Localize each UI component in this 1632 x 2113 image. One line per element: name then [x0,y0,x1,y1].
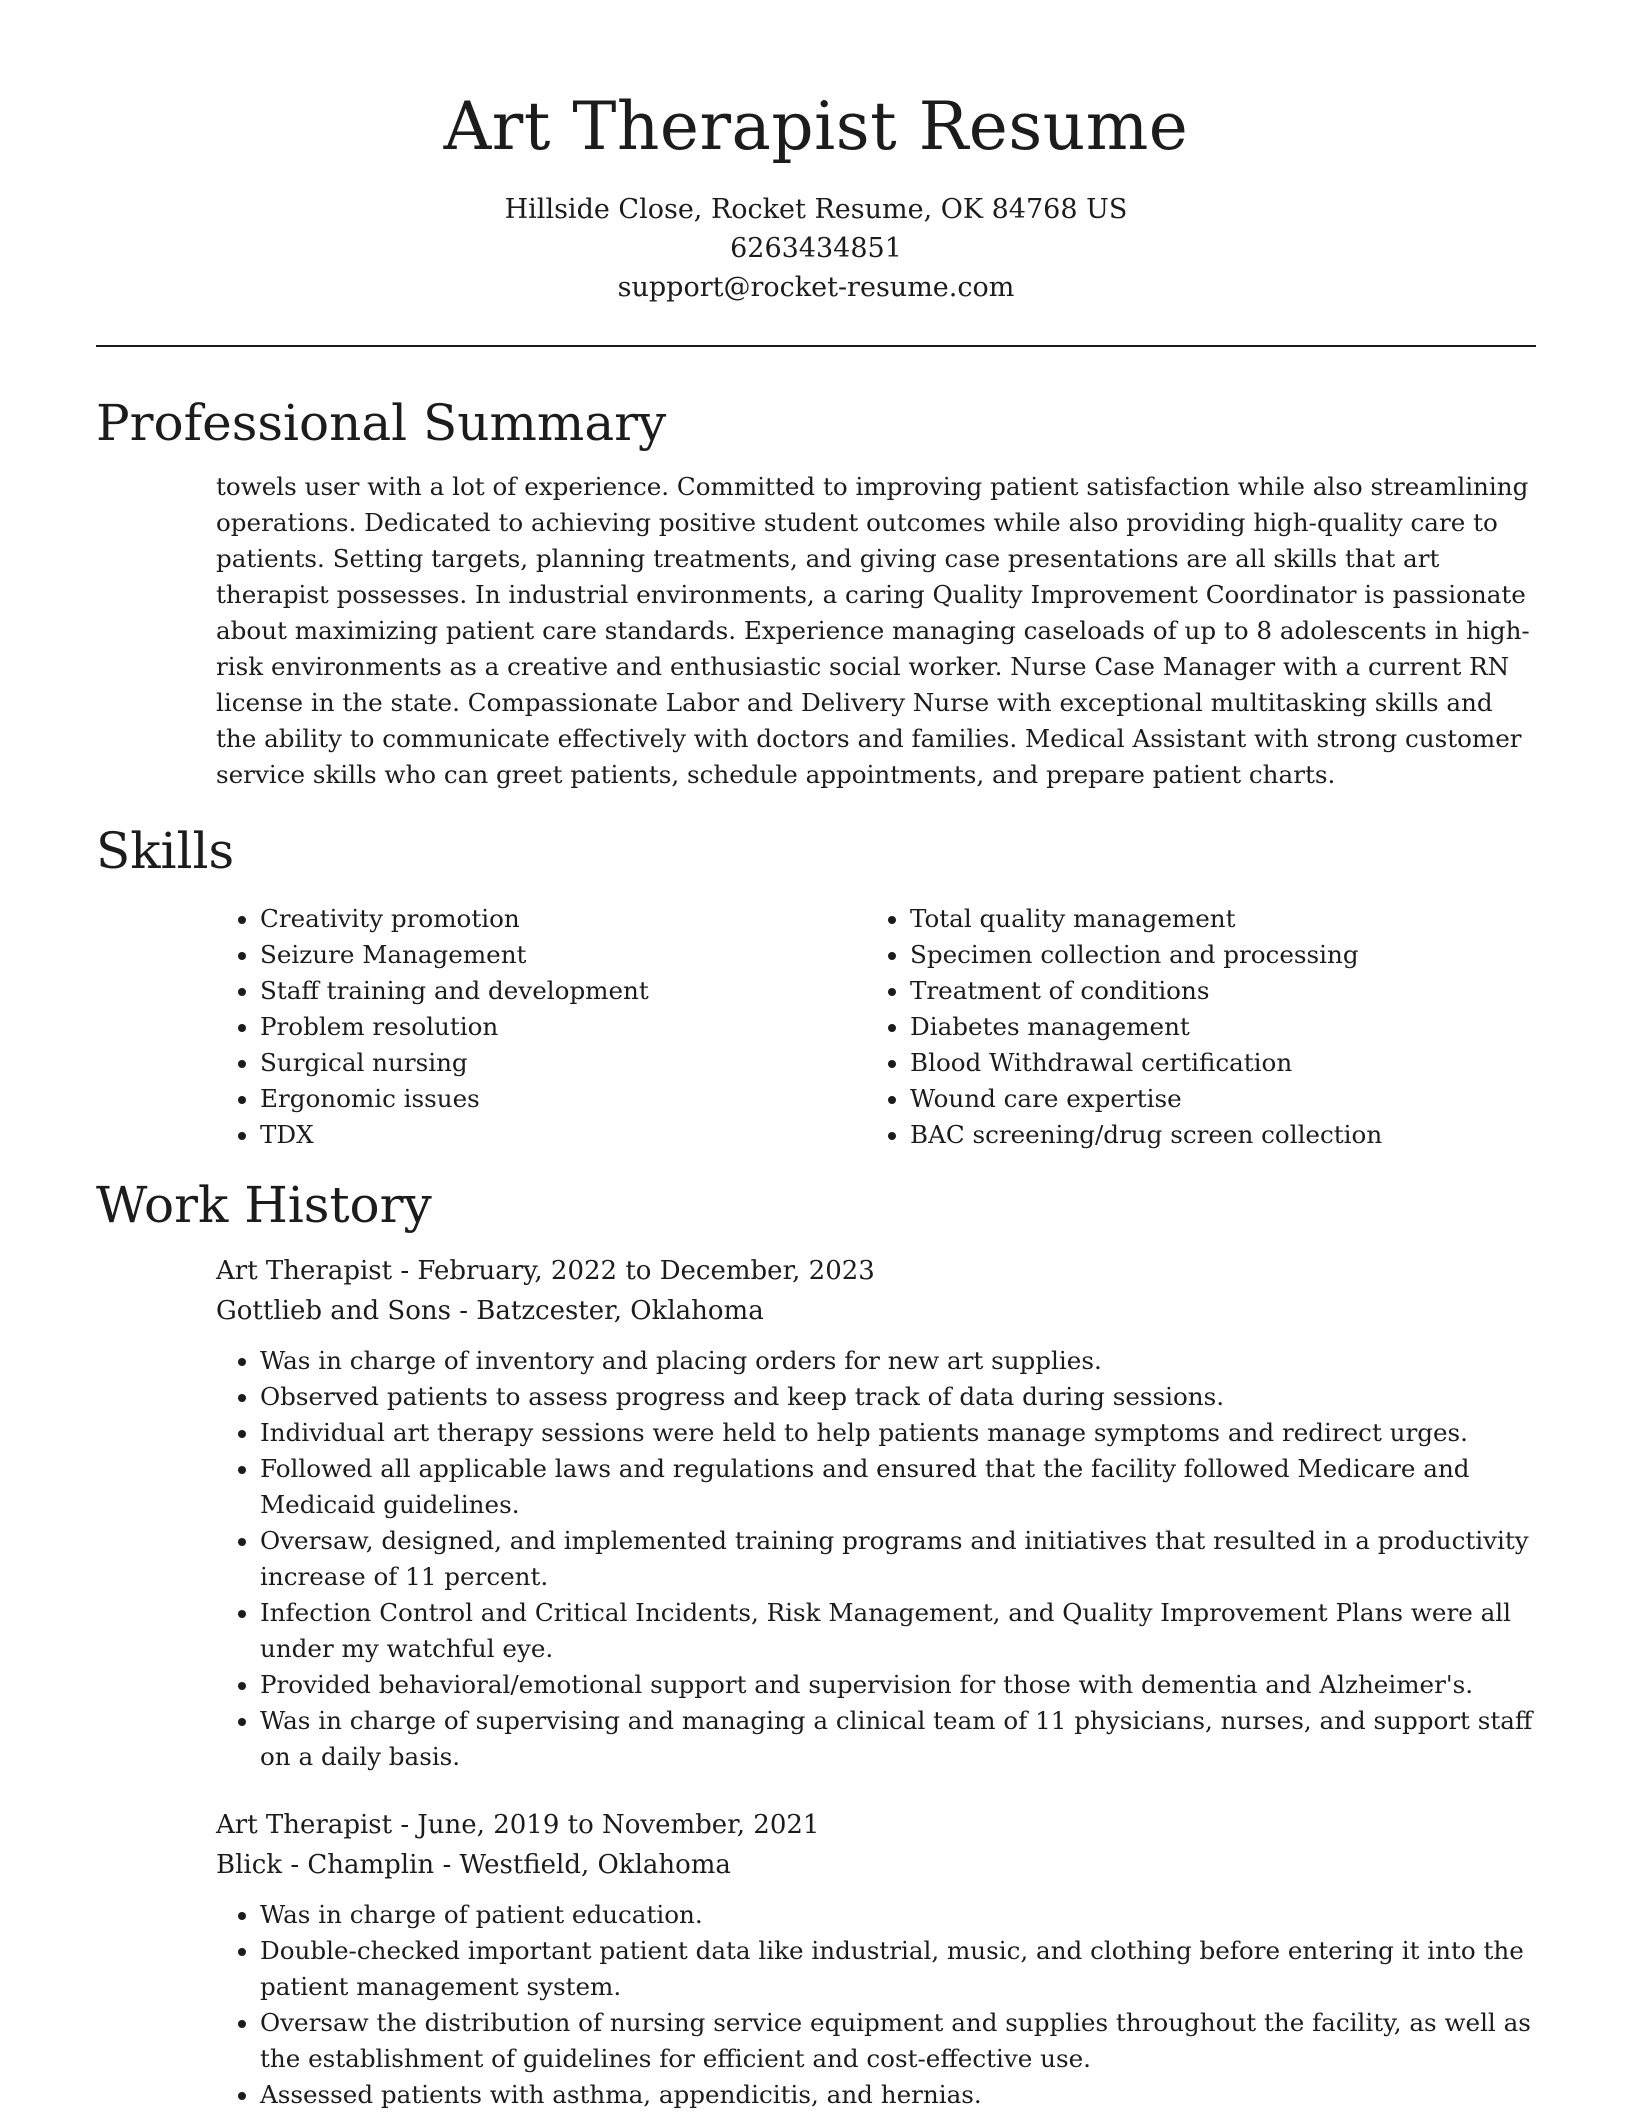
job-title-line: Art Therapist - June, 2019 to November, 2021 [216,1810,820,1840]
job-header [216,1805,1536,1885]
job-header [216,1251,1536,1331]
job-bullet: • Oversaw the distribution of nursing service equipment and supplies throughout the facility, as well as the establishment of guidelines for efficient and cost-effective use. [260,2005,1536,2077]
contact-info [96,190,1536,307]
job-bullet: • Was in charge of inventory and placing orders for new art supplies. [260,1343,1536,1379]
skill-item: • Total quality management [910,901,1520,937]
skill-item: • Creativity promotion [260,901,866,937]
job-bullet: • Individual art therapy sessions were held to help patients manage symptoms and redirect urges. [260,1415,1536,1451]
skills-heading: Skills [96,822,235,880]
skills-column-right [866,901,1520,1153]
skill-item: • Problem resolution [260,1009,866,1045]
skill-item: • Diabetes management [910,1009,1520,1045]
resume-header [96,0,1536,307]
work-history-heading: Work History [96,1176,432,1234]
job-entry [216,1805,1536,2113]
summary-text: towels user with a lot of experience. Committed to improving patient satisfaction while also streamlining operations. Dedicated to achieving positive student outcomes while also providing high-quality care to patients. Setting targets, planning treatments, and giving case presentations are all skills that art therapist possesses. In industrial environments, a caring Quality Improvement Coordinator is passionate about maximizing patient care standards. Experience managing caseloads of up to 8 adolescents in high-risk environments as a creative and enthusiastic social worker. Nurse Case Manager with a current RN license in the state. Compassionate Labor and Delivery Nurse with exceptional multitasking skills and the ability to communicate effectively with doctors and families. Medical Assistant with strong customer service skills who can greet patients, schedule appointments, and prepare patient charts. [216,472,1530,789]
summary-heading: Professional Summary [96,394,667,452]
page-title: Art Therapist Resume [443,88,1189,165]
job-bullet: • Assessed patients with asthma, appendicitis, and hernias. [260,2077,1536,2113]
resume-page [96,0,1536,2113]
job-bullet: • Provided behavioral/emotional support and supervision for those with dementia and Alzheimer's. [260,1667,1536,1703]
job-bullet: • Followed all applicable laws and regulations and ensured that the facility followed Medicare and Medicaid guidelines. [260,1451,1536,1523]
skill-item: • Ergonomic issues [260,1081,866,1117]
header-divider [96,345,1536,347]
job-bullet: • Was in charge of patient education. [260,1897,1536,1933]
job-bullets [216,1343,1536,1775]
skills-list [216,901,1536,1153]
job-company-line: Gottlieb and Sons - Batzcester, Oklahoma [216,1296,764,1326]
job-bullet: • Was in charge of supervising and managing a clinical team of 11 physicians, nurses, and support staff on a daily basis. [260,1703,1536,1775]
job-bullet: • Infection Control and Critical Incidents, Risk Management, and Quality Improvement Plans were all under my watchful eye. [260,1595,1536,1667]
skill-item: • Treatment of conditions [910,973,1520,1009]
skill-item: • Staff training and development [260,973,866,1009]
skill-item: • TDX [260,1117,866,1153]
contact-address: Hillside Close, Rocket Resume, OK 84768 US [504,194,1128,225]
contact-phone: 6263434851 [730,233,902,264]
skill-item: • Wound care expertise [910,1081,1520,1117]
skills-column-left [216,901,866,1153]
job-bullet: • Oversaw, designed, and implemented training programs and initiatives that resulted in a productivity increase of 11 percent. [260,1523,1536,1595]
job-bullet: • Observed patients to assess progress and keep track of data during sessions. [260,1379,1536,1415]
job-bullet: • Double-checked important patient data like industrial, music, and clothing before entering it into the patient management system. [260,1933,1536,2005]
job-bullets [216,1897,1536,2113]
job-company-line: Blick - Champlin - Westfield, Oklahoma [216,1850,731,1880]
job-title-line: Art Therapist - February, 2022 to December, 2023 [216,1256,875,1286]
skill-item: • BAC screening/drug screen collection [910,1117,1520,1153]
job-entry [216,1251,1536,1775]
skill-item: • Seizure Management [260,937,866,973]
skill-item: • Specimen collection and processing [910,937,1520,973]
skill-item: • Surgical nursing [260,1045,866,1081]
skill-item: • Blood Withdrawal certification [910,1045,1520,1081]
contact-email: support@rocket-resume.com [617,272,1015,303]
